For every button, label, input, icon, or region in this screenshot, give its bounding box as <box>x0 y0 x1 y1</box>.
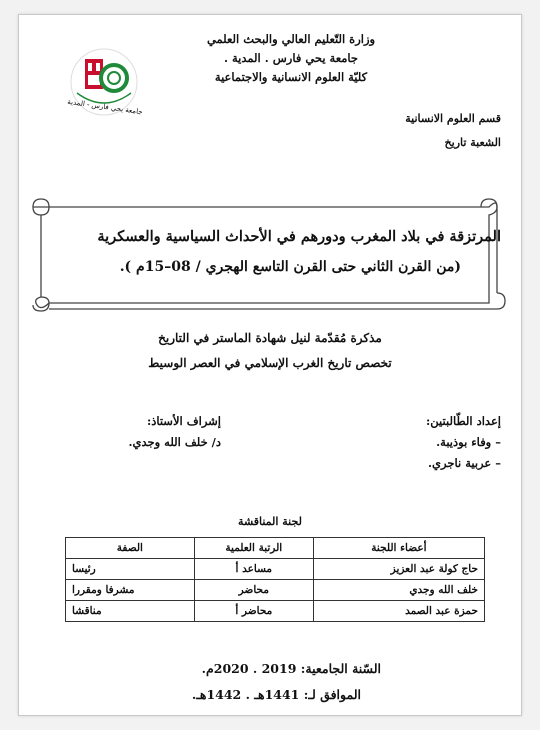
student-name: – وفاء بوذيبة. <box>436 435 501 449</box>
supervisor-label: إشراف الأستاذ: <box>146 414 221 428</box>
jury-table <box>65 537 485 622</box>
title-scroll-frame <box>19 193 521 319</box>
university-logo-icon <box>66 45 144 119</box>
thesis-title-line2: (من القرن الثاني حتى القرن التاسع الهجري / 08–15م ). <box>119 259 461 275</box>
member-role: مناقشا <box>66 601 195 622</box>
member-role: مشرفا ومقررا <box>66 580 195 601</box>
hijri-year: الموافق لـ: 1441هـ . 1442هـ. <box>191 687 361 702</box>
member-rank: مساعد أ <box>194 559 313 580</box>
institution-header <box>181 30 401 87</box>
member-rank: محاضر <box>194 580 313 601</box>
member-name: خلف الله وجدي <box>313 580 484 601</box>
thesis-title-line1: المرتزقة في بلاد المغرب ودورهم في الأحداث السياسية والعسكرية <box>97 228 501 245</box>
branch-name: الشعبة تاريخ <box>444 136 501 149</box>
document-page <box>18 14 522 716</box>
logo-caption: جامعة يحي فارس - المدية <box>66 97 144 117</box>
member-name: حمزة عبد الصمد <box>313 601 484 622</box>
specialization: تخصص تاريخ الغرب الإسلامي في العصر الوسيط <box>148 356 392 370</box>
table-header-row <box>66 538 485 559</box>
column-header: الرتبة العلمية <box>194 538 313 559</box>
students-label: إعداد الطّالبتين: <box>426 414 501 428</box>
department-info <box>405 107 501 155</box>
jury-title: لجنة المناقشة <box>238 515 302 528</box>
member-name: حاج كولة عبد العزيز <box>313 559 484 580</box>
faculty-name: كليّة العلوم الانسانية والاجتماعية <box>214 70 368 84</box>
column-header: الصفة <box>66 538 195 559</box>
students-block <box>426 411 501 474</box>
supervisor-name: د/ خلف الله وجدي. <box>128 435 221 449</box>
university-name: جامعة يحي فارس . المدية . <box>223 51 359 65</box>
member-role: رئيسا <box>66 559 195 580</box>
student-name: – عربية ناجري. <box>428 456 501 470</box>
department-name: قسم العلوم الانسانية <box>405 112 501 125</box>
member-rank: محاضر أ <box>194 601 313 622</box>
degree-statement: مذكرة مُقدّمة لنيل شهادة الماستر في التاريخ <box>158 331 382 345</box>
column-header: أعضاء اللجنة <box>313 538 484 559</box>
table-row <box>66 559 485 580</box>
ministry-name: وزارة التّعليم العالي والبحث العلمي <box>206 32 376 46</box>
supervisor-block <box>128 411 221 453</box>
table-row <box>66 601 485 622</box>
table-row <box>66 580 485 601</box>
academic-year: السّنة الجامعية: 2019 . 2020م. <box>201 661 381 676</box>
